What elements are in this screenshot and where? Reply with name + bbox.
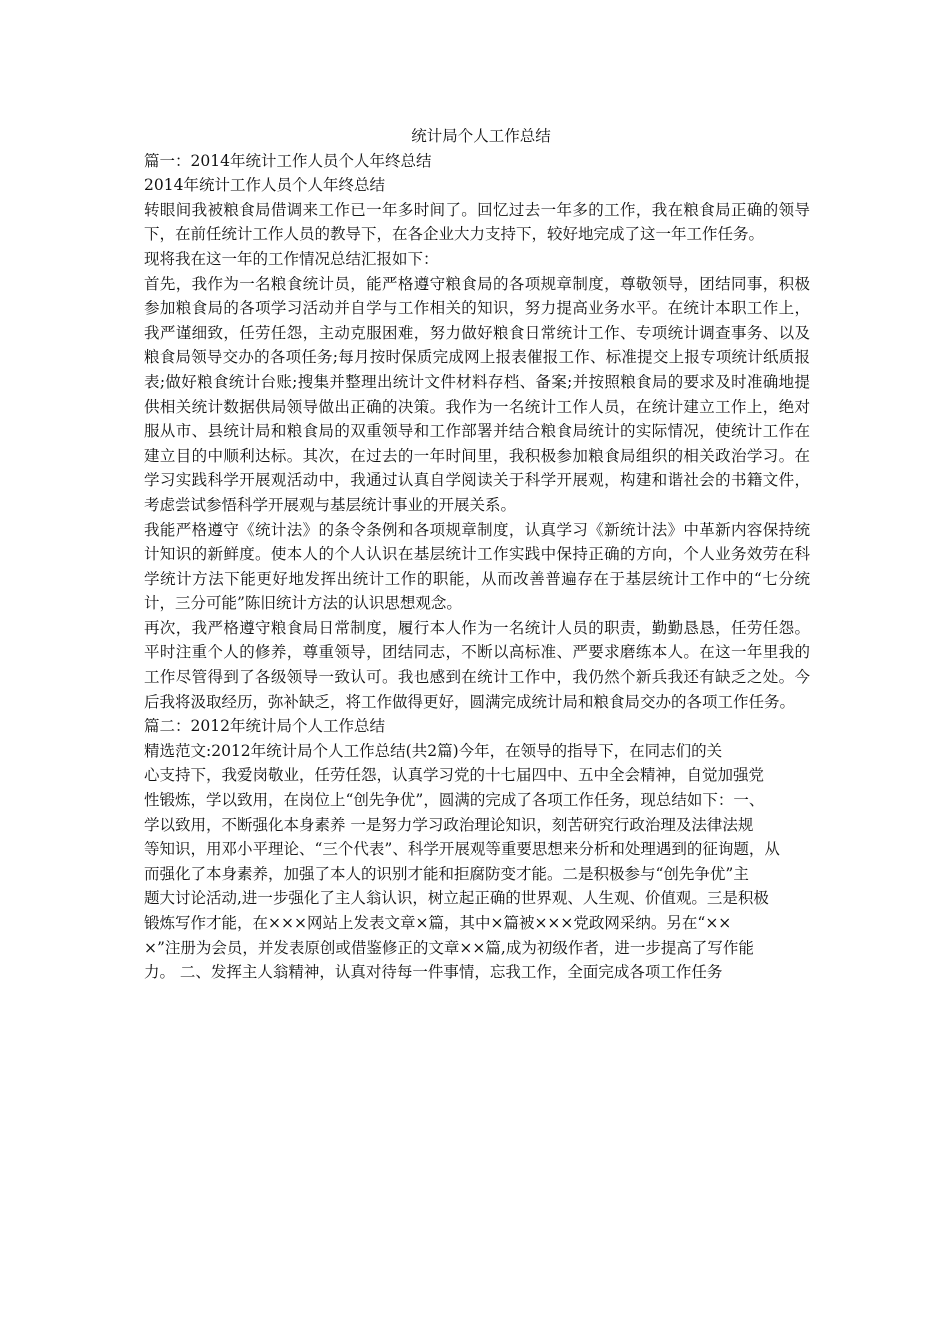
document-body xyxy=(144,124,810,985)
text-line: 性锻炼，学以致用，在岗位上“创先争优”，圆满的完成了各项工作任务，现总结如下：一、 xyxy=(144,791,765,810)
text-line: ×”注册为会员，并发表原创或借鉴修正的文章××篇,成为初级作者，进一步提高了写作能 xyxy=(144,938,754,957)
text-line: 学以致用，不断强化本身素养 一是努力学习政治理论知识，刻苦研究行政治理及法律法规 xyxy=(144,815,754,834)
text-line: 等知识，用邓小平理论、“三个代表”、科学开展观等重要思想来分析和处理遇到的征询题，从 xyxy=(144,840,780,859)
paragraph: 再次，我严格遵守粮食局日常制度，履行本人作为一名统计人员的职责，勤勤恳恳，任劳任怨。平时注重个人的修养，尊重领导，团结同志，不断以高标准、严要求磨练本人。在这一年里我的工作尽管得到了各级领导一致认可。我也感到在统计工作中，我仍然个新兵我还有缺乏之处。今后我将汲取经历，弥补缺乏，将工作做得更好，圆满完成统计局和粮食局交办的各项工作任务。 xyxy=(144,618,810,711)
subheading-part-one: 2014年统计工作人员个人年终总结 xyxy=(144,176,385,195)
text-line: 题大讨论活动,进一步强化了主人翁认识，树立起正确的世界观、人生观、价值观。三是积极 xyxy=(144,889,769,908)
heading-part-two: 篇二：2012年统计局个人工作总结 xyxy=(144,717,385,736)
text-line: 精选范文:2012年统计局个人工作总结(共2篇)今年，在领导的指导下，在同志们的关 xyxy=(144,741,723,760)
paragraph: 转眼间我被粮食局借调来工作已一年多时间了。回忆过去一年多的工作，我在粮食局正确的领导下，在前任统计工作人员的教导下，在各企业大力支持下，较好地完成了这一年工作任务。 xyxy=(144,200,810,244)
paragraph: 现将我在这一年的工作情况总结汇报如下： xyxy=(144,249,439,268)
text-line: 而强化了本身素养，加强了本人的识别才能和拒腐防变才能。二是积极参与“创先争优”主 xyxy=(144,864,749,883)
text-line: 力。 二、发挥主人翁精神，认真对待每一件事情，忘我工作，全面完成各项工作任务 xyxy=(144,963,723,982)
text-line: 锻炼写作才能，在×××网站上发表文章×篇，其中×篇被×××党政网采纳。另在“×× xyxy=(144,914,732,932)
heading-part-one: 篇一：2014年统计工作人员个人年终总结 xyxy=(144,151,432,170)
paragraph: 首先，我作为一名粮食统计员，能严格遵守粮食局的各项规章制度，尊敬领导，团结同事，积极参加粮食局的各项学习活动并自学与工作相关的知识，努力提高业务水平。在统计本职工作上，我严谨细致，任劳任怨，主动克服困难，努力做好粮食日常统计工作、专项统计调查事务、以及粮食局领导交办的各项任务;每月按时保质完成网上报表催报工作、标准提交上报专项统计纸质报表;做好粮食统计台账;搜集并整理出统计文件材料存档、备案;并按照粮食局的要求及时准确地提供相关统计数据供局领导做出正确的决策。我作为一名统计工作人员，在统计建立工作上，绝对服从市、县统计局和粮食局的双重领导和工作部署并结合粮食局统计的实际情况，使统计工作在建立目的中顺利达标。其次，在过去的一年时间里，我积极参加粮食局组织的相关政治学习。在学习实践科学开展观活动中，我通过认真自学阅读关于科学开展观，构建和谐社会的书籍文件，考虑尝试参悟科学开展观与基层统计事业的开展关系。 xyxy=(144,274,810,514)
text-line: 心支持下，我爱岗敬业，任劳任怨，认真学习党的十七届四中、五中全会精神，自觉加强党 xyxy=(144,766,765,785)
document-title: 统计局个人工作总结 xyxy=(411,127,551,145)
paragraph: 我能严格遵守《统计法》的条令条例和各项规章制度，认真学习《新统计法》中革新内容保持统计知识的新鲜度。使本人的个人认识在基层统计工作实践中保持正确的方向，个人业务效劳在科学统计方法下能更好地发挥出统计工作的职能，从而改善普遍存在于基层统计工作中的“七分统计，三分可能”陈旧统计方法的认识思想观念。 xyxy=(144,520,810,613)
